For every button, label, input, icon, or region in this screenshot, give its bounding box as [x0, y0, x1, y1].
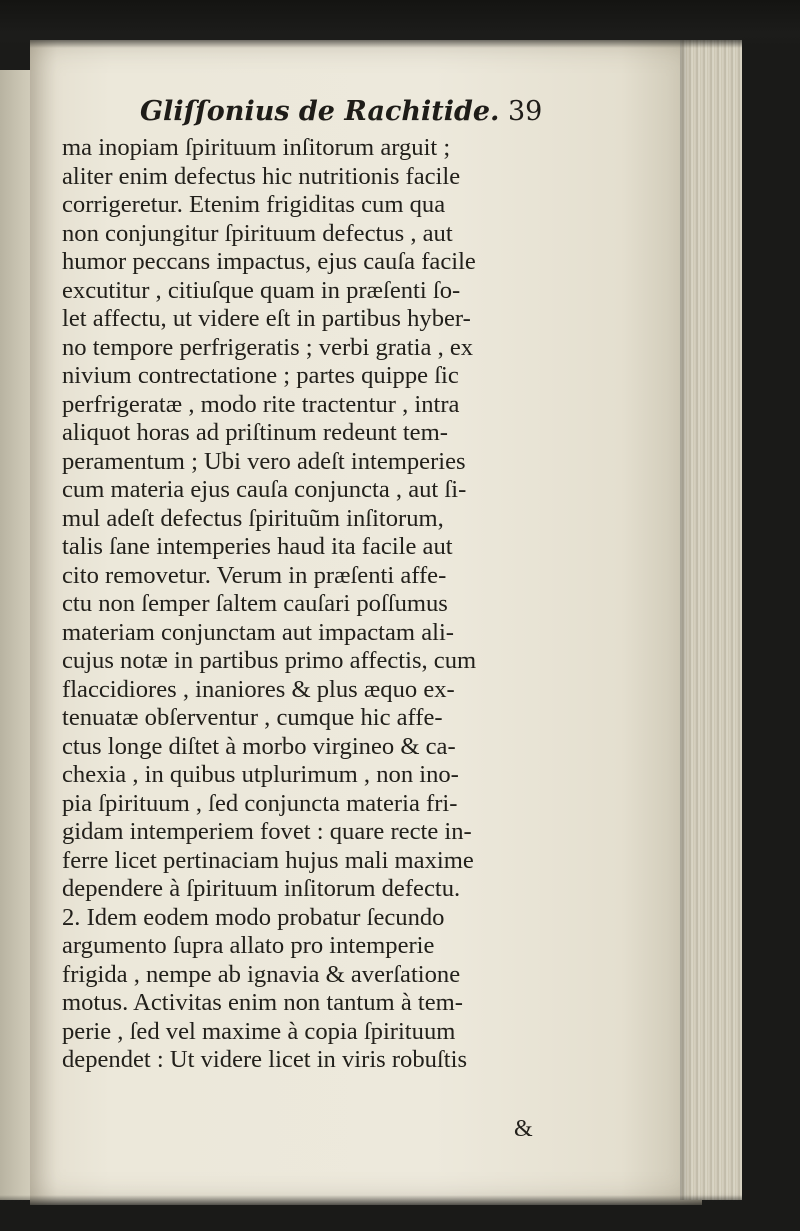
text-line: dependet : Ut videre licet in viris robuſtis — [62, 1046, 468, 1073]
text-line: frigida , nempe ab ignavia & averſatione — [62, 960, 461, 988]
text-line: materiam conjunctam aut impactam ali- — [62, 618, 454, 646]
text-line: pia ſpirituum , ſed conjuncta materia fri- — [62, 789, 458, 817]
text-line: ctus longe diſtet à morbo virgineo & ca- — [62, 732, 456, 760]
text-line: peramentum ; Ubi vero adeſt intemperies — [62, 447, 466, 475]
text-line: perie , ſed vel maxime à copia ſpirituum — [62, 1017, 456, 1045]
text-line: tenuatæ obſerventur , cumque hic affe- — [62, 704, 443, 731]
body-text — [62, 134, 602, 1075]
page-number: 39 — [508, 96, 543, 127]
text-line: cujus notæ in partibus primo affectis, cum — [62, 647, 477, 674]
text-line: chexia , in quibus utplurimum , non ino- — [62, 761, 459, 788]
running-head: Gliſſonius de Rachitide. — [140, 96, 500, 127]
text-line: ctu non ſemper ſaltem cauſari poſſumus — [62, 590, 448, 617]
text-line: humor peccans impactus, ejus cauſa facile — [62, 248, 476, 275]
text-line: nivium contrectatione ; partes quippe ſic — [62, 362, 459, 389]
text-line: argumento ſupra allato pro intemperie — [62, 932, 435, 959]
text-line: aliter enim defectus hic nutritionis facile — [62, 162, 461, 190]
text-line: cito removetur. Verum in præſenti affe- — [62, 561, 447, 589]
text-line: ferre licet pertinaciam hujus mali maxime — [62, 846, 474, 874]
text-line: ma inopiam ſpirituum inſitorum arguit ; — [62, 134, 451, 161]
text-line: motus. Activitas enim non tantum à tem- — [62, 989, 463, 1016]
catchword: & — [514, 1116, 533, 1142]
text-line: no tempore perfrigeratis ; verbi gratia , ex — [62, 333, 474, 361]
binding-shadow — [0, 0, 800, 48]
text-line: let affectu, ut videre eſt in partibus hyber- — [62, 305, 471, 332]
bottom-scan-edge — [0, 1195, 800, 1231]
text-line: dependere à ſpirituum inſitorum defectu. — [62, 875, 461, 902]
text-line: cum materia ejus cauſa conjuncta , aut ſi- — [62, 476, 467, 503]
text-line: non conjungitur ſpirituum defectus , aut — [62, 219, 453, 247]
text-line: corrigeretur. Etenim frigiditas cum qua — [62, 191, 446, 218]
text-line: gidam intemperiem fovet : quare recte in- — [62, 818, 472, 845]
text-line: 2. Idem eodem modo probatur ſecundo — [62, 903, 445, 931]
text-line: talis ſane intemperies haud ita facile aut — [62, 533, 453, 560]
scan-background — [742, 0, 800, 1231]
text-line: perfrigeratæ , modo rite tractentur , intra — [62, 390, 460, 418]
text-line: mul adeſt defectus ſpirituũm inſitorum, — [62, 504, 444, 532]
stacked-page-edges — [680, 40, 744, 1200]
text-line: flaccidiores , inaniores & plus æquo ex- — [62, 675, 455, 703]
text-line: excutitur , citiuſque quam in præſenti ſo- — [62, 276, 461, 304]
text-line: aliquot horas ad priſtinum redeunt tem- — [62, 419, 448, 446]
